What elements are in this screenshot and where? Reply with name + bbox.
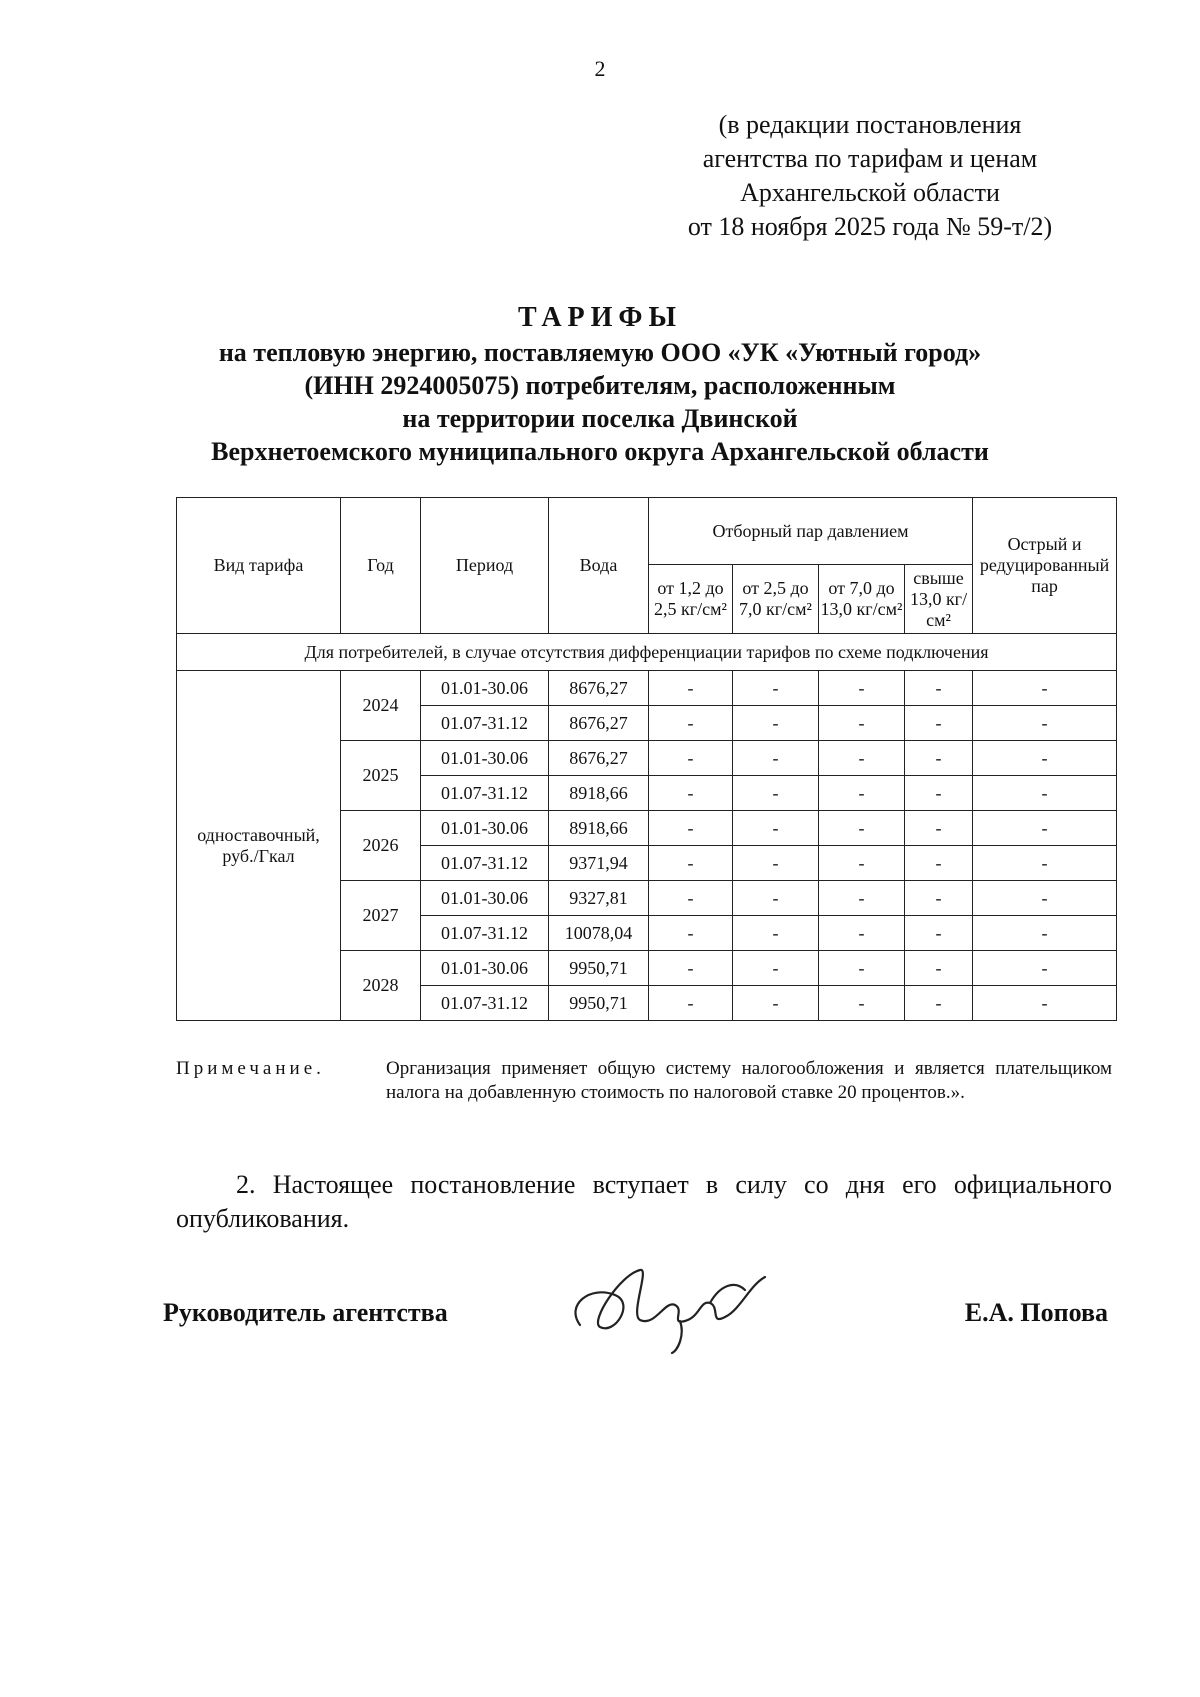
dash-cell: - (733, 881, 819, 916)
dash-cell: - (819, 916, 905, 951)
redaction-line: от 18 ноября 2025 года № 59-т/2) (687, 212, 1053, 241)
dash-cell: - (649, 671, 733, 706)
dash-cell: - (649, 776, 733, 811)
water-cell: 10078,04 (549, 916, 649, 951)
dash-cell: - (819, 951, 905, 986)
dash-cell: - (973, 916, 1117, 951)
handwritten-signature (560, 1255, 780, 1355)
dash-cell: - (905, 671, 973, 706)
dash-cell: - (973, 776, 1117, 811)
year-cell: 2026 (341, 811, 421, 881)
dash-cell: - (905, 846, 973, 881)
year-cell: 2027 (341, 881, 421, 951)
dash-cell: - (973, 986, 1117, 1021)
dash-cell: - (905, 811, 973, 846)
header-steam-4: свыше 13,0 кг/см² (905, 565, 973, 634)
redaction-note (660, 108, 1080, 244)
water-cell: 9950,71 (549, 986, 649, 1021)
redaction-line: агентства по тарифам и ценам (702, 144, 1038, 173)
water-cell: 9327,81 (549, 881, 649, 916)
dash-cell: - (973, 741, 1117, 776)
header-period: Период (421, 498, 549, 634)
title-line: Верхнетоемского муниципального округа Архангельской области (211, 437, 989, 466)
dash-cell: - (973, 811, 1117, 846)
header-steam-3: от 7,0 до 13,0 кг/см² (819, 565, 905, 634)
title-line: (ИНН 2924005075) потребителям, расположенным (304, 371, 896, 400)
dash-cell: - (733, 951, 819, 986)
water-cell: 9950,71 (549, 951, 649, 986)
period-cell: 01.01-30.06 (421, 741, 549, 776)
dash-cell: - (649, 916, 733, 951)
header-sharp-steam: Острый и редуцированный пар (973, 498, 1117, 634)
title-line: на тепловую энергию, поставляемую ООО «УК «Уютный город» (218, 338, 982, 367)
dash-cell: - (973, 881, 1117, 916)
header-tariff-type: Вид тарифа (177, 498, 341, 634)
dash-cell: - (819, 881, 905, 916)
dash-cell: - (649, 706, 733, 741)
note-label: Примечание. (176, 1058, 325, 1079)
period-cell: 01.01-30.06 (421, 671, 549, 706)
water-cell: 8676,27 (549, 741, 649, 776)
dash-cell: - (649, 986, 733, 1021)
title-line: на территории поселка Двинской (402, 404, 798, 433)
dash-cell: - (819, 986, 905, 1021)
header-year: Год (341, 498, 421, 634)
dash-cell: - (733, 811, 819, 846)
period-cell: 01.01-30.06 (421, 811, 549, 846)
period-cell: 01.07-31.12 (421, 916, 549, 951)
dash-cell: - (973, 846, 1117, 881)
period-cell: 01.07-31.12 (421, 776, 549, 811)
dash-cell: - (905, 986, 973, 1021)
dash-cell: - (733, 846, 819, 881)
dash-cell: - (649, 846, 733, 881)
page-number: 2 (594, 56, 606, 81)
dash-cell: - (973, 706, 1117, 741)
year-cell: 2024 (341, 671, 421, 741)
signer-role: Руководитель агентства (163, 1298, 448, 1327)
dash-cell: - (819, 811, 905, 846)
note-text: Организация применяет общую систему налогообложения и является плательщиком налога на добавленную стоимость по налоговой ставке 20 процентов.». (386, 1058, 1112, 1103)
dash-cell: - (733, 916, 819, 951)
period-cell: 01.07-31.12 (421, 846, 549, 881)
tariff-type-cell: одноставочный, руб./Гкал (177, 671, 341, 1021)
dash-cell: - (819, 671, 905, 706)
header-steam-2: от 2,5 до 7,0 кг/см² (733, 565, 819, 634)
dash-cell: - (649, 811, 733, 846)
period-cell: 01.01-30.06 (421, 951, 549, 986)
water-cell: 8918,66 (549, 811, 649, 846)
title-main: ТАРИФЫ (518, 302, 682, 333)
document-title (150, 300, 1050, 468)
dash-cell: - (905, 741, 973, 776)
year-cell: 2028 (341, 951, 421, 1021)
period-cell: 01.07-31.12 (421, 986, 549, 1021)
dash-cell: - (649, 741, 733, 776)
dash-cell: - (649, 951, 733, 986)
dash-cell: - (819, 776, 905, 811)
year-cell: 2025 (341, 741, 421, 811)
header-water: Вода (549, 498, 649, 634)
dash-cell: - (733, 741, 819, 776)
water-cell: 8676,27 (549, 671, 649, 706)
dash-cell: - (905, 916, 973, 951)
dash-cell: - (905, 951, 973, 986)
redaction-line: (в редакции постановления (718, 110, 1022, 139)
paragraph-2: 2. Настоящее постановление вступает в силу со дня его официального опубликования. (176, 1170, 1112, 1233)
period-cell: 01.07-31.12 (421, 706, 549, 741)
period-cell: 01.01-30.06 (421, 881, 549, 916)
dash-cell: - (905, 776, 973, 811)
dash-cell: - (973, 671, 1117, 706)
table-row (177, 671, 1117, 706)
dash-cell: - (973, 951, 1117, 986)
dash-cell: - (819, 741, 905, 776)
dash-cell: - (733, 706, 819, 741)
dash-cell: - (905, 706, 973, 741)
dash-cell: - (819, 846, 905, 881)
section-row: Для потребителей, в случае отсутствия дифференциации тарифов по схеме подключения (177, 634, 1117, 671)
water-cell: 9371,94 (549, 846, 649, 881)
header-steam-group: Отборный пар давлением (649, 498, 973, 565)
dash-cell: - (733, 986, 819, 1021)
redaction-line: Архангельской области (740, 178, 1000, 207)
dash-cell: - (733, 671, 819, 706)
dash-cell: - (649, 881, 733, 916)
dash-cell: - (905, 881, 973, 916)
dash-cell: - (733, 776, 819, 811)
tariff-table (176, 497, 1117, 1021)
header-steam-1: от 1,2 до 2,5 кг/см² (649, 565, 733, 634)
water-cell: 8918,66 (549, 776, 649, 811)
signer-name: Е.А. Попова (964, 1298, 1108, 1327)
dash-cell: - (819, 706, 905, 741)
water-cell: 8676,27 (549, 706, 649, 741)
